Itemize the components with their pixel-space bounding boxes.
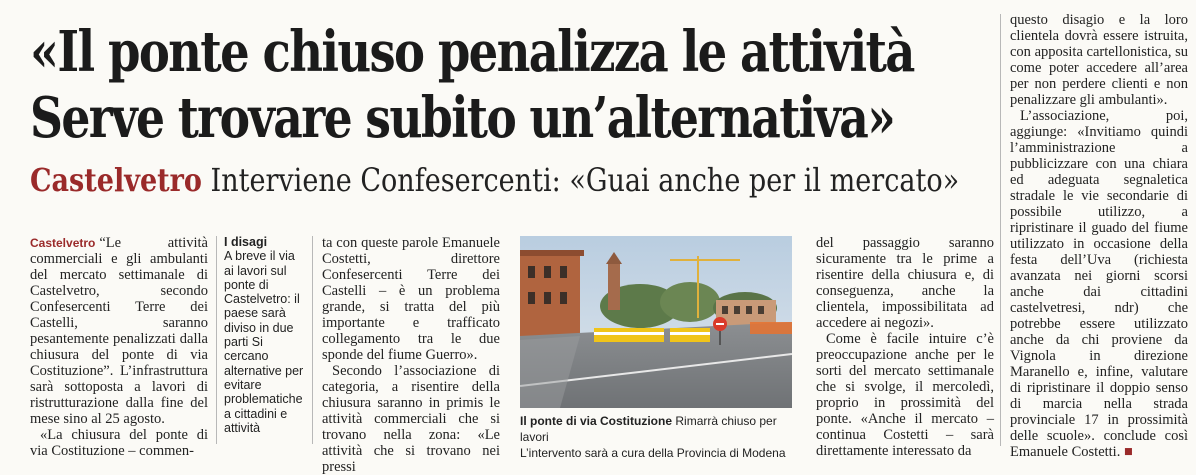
paragraph: Come è facile intuire c’è preoccupazione anche per le sorti del mercato settimanale che si svolge, il mercoledì, proprio in prossimità del ponte. «Anche il mercato – continua Costetti – sarà direttamente interessato da [816, 331, 994, 459]
bridge-photo [520, 236, 792, 408]
caption-title: Il ponte di via Costituzione [520, 414, 673, 428]
caption-credit: L’intervento sarà a cura della Provincia di Modena [520, 446, 786, 460]
subheadline [30, 160, 959, 200]
subtitle-text: Interviene Confesercenti: «Guai anche per il mercato» [210, 161, 960, 199]
bridge-photo-image [520, 236, 792, 408]
headline-line-2: Serve trovare subito un’alternativa» [30, 85, 895, 151]
caption-text: Rimarrà chiuso per lavori [520, 414, 777, 444]
column-rule [1000, 14, 1001, 446]
column-rule [216, 236, 217, 444]
paragraph: «La chiusura del ponte di via Costituzione – commen- [30, 427, 208, 459]
kicker-location: Castelvetro [30, 161, 202, 199]
article-column-2 [322, 235, 500, 475]
paragraph: Secondo l’associazione di categoria, a risentire della chiusura saranno in primis le attività commerciali che si trovano nella zona: «Le attività che si trovano nei pressi [322, 363, 500, 475]
paragraph: questo disagio e la loro clientela dovrà essere istruita, con apposita cartellonistica, su come poter accedere all’area per non perdere clienti e non penalizzare gli ambulanti». [1010, 12, 1188, 108]
headline-line-1: «Il ponte chiuso penalizza le attività [30, 19, 914, 85]
paragraph: Castelvetro “Le attività commerciali e gli ambulanti del mercato settimanale di Castelvetro, secondo Confesercenti Terre dei Castelli, saranno pesantemente penalizzati dalla chiusura del ponte di via Costituzione”. L’infrastruttura sarà sottoposta a lavori di ristrutturazione dalla fine del mese sino al 25 agosto. [30, 235, 208, 427]
paragraph: del passaggio saranno sicuramente tra le prime a risentire della chiusura e, di conseguenza, anche la clientela, impossibilitata ad accedere ai negozi». [816, 235, 994, 331]
sidebar-text: A breve il via ai lavori sul ponte di Castelvetro: il paese sarà diviso in due parti Si cercano alternative per evitare problematiche a cittadini e attività [224, 249, 304, 435]
column-rule [312, 236, 313, 444]
article-column-3 [816, 235, 994, 459]
photo-caption [520, 413, 800, 461]
sidebar-title: I disagi [224, 235, 268, 249]
end-mark-icon: ■ [1123, 444, 1133, 460]
paragraph: L’associazione, poi, aggiunge: «Invitiamo quindi l’amministrazione a pubblicizzare con una chiara ed adeguata segnaletica stradale le vie secondarie di possibile utilizzo, a ripristinare il guado del fiume utilizzato in occasione della festa dell’Uva (richiesta avanzata nei giorni scorsi anche dai cittadini castelvetresi, ndr) che potrebbe essere utilizzato anche da chi proviene da Vignola in direzione Maranello e, infine, valutare di ripristinare il doppio senso di marcia nella strada provinciale 17 in prossimità delle scuole». conclude così Emanuele Costetti. ■ [1010, 108, 1188, 460]
article-column-1 [30, 235, 208, 459]
paragraph: ta con queste parole Emanuele Costetti, direttore Confesercenti Terre dei Castelli – è un problema grande, si tratta del più importante e trafficato collegamento tra le due sponde del fiume Guerro». [322, 235, 500, 363]
dateline: Castelvetro [30, 236, 96, 250]
article-column-4 [1010, 12, 1188, 460]
sidebar-box [224, 235, 306, 435]
